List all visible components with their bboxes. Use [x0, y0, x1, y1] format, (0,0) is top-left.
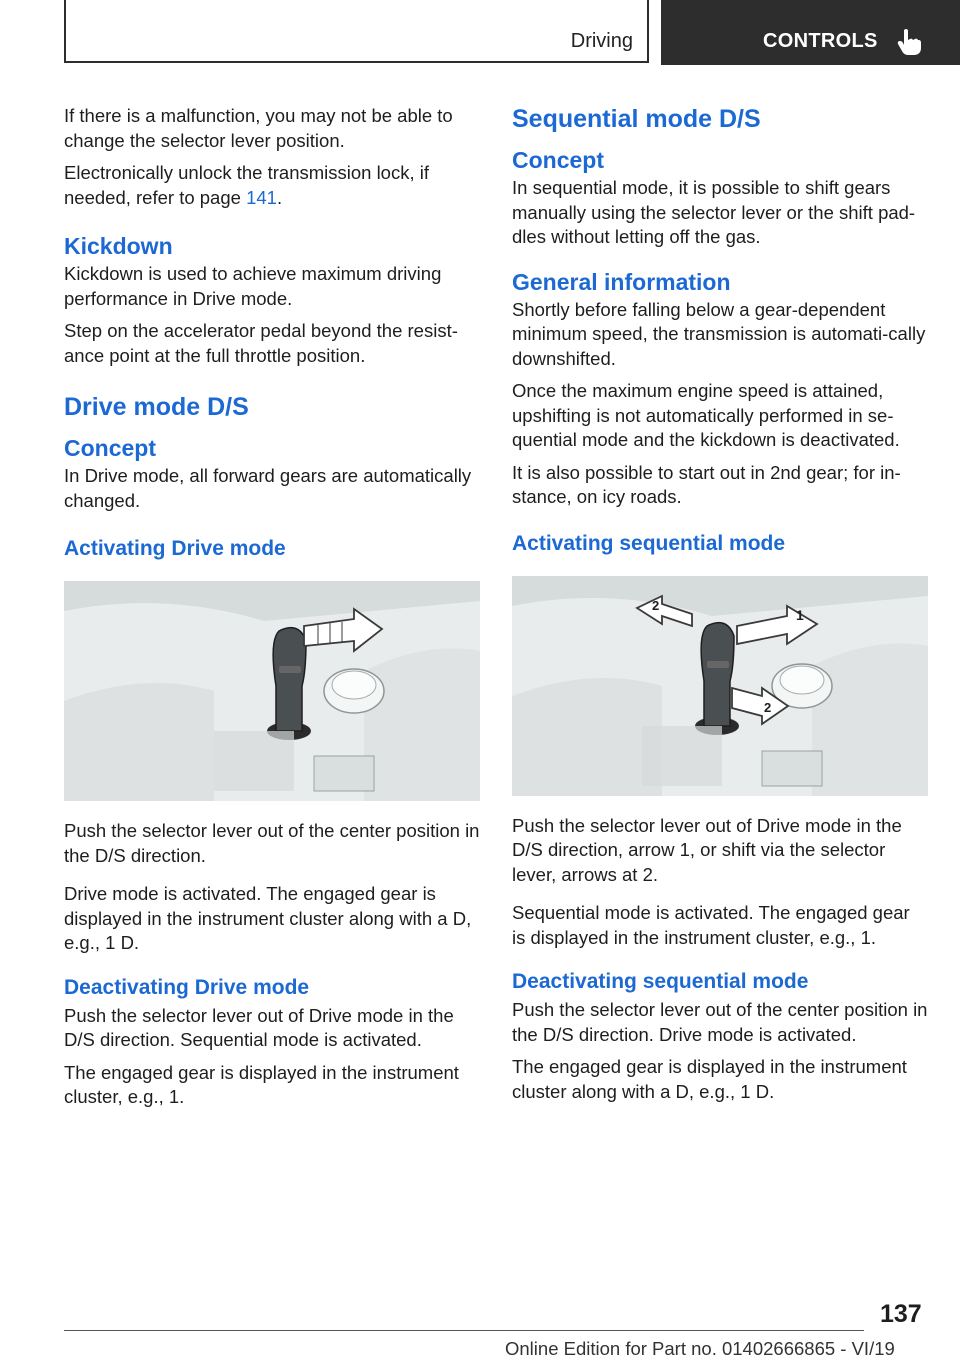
deactivating-sequential-paragraph-1: Push the selector lever out of the center position in the D/S direction. Drive mode is activated. — [512, 999, 928, 1045]
kickdown-paragraph-1: Kickdown is used to achieve maximum driving performance in Drive mode. — [64, 263, 442, 309]
activating-sequential-caption-2: Sequential mode is activated. The engaged gear is displayed in the instrument cluster, e.g., 1. — [512, 902, 910, 948]
sequential-mode-figure — [512, 576, 928, 796]
sequential-mode-heading: Sequential mode D/S — [512, 105, 761, 133]
general-paragraph-2: Once the maximum engine speed is attained, upshifting is not automatically performed in se-quential mode and the kickdown is deactivated. — [512, 380, 900, 450]
arrow-1-label: 1 — [796, 606, 804, 623]
deactivating-sequential-heading: Deactivating sequential mode — [512, 970, 809, 993]
malfunction-paragraph: If there is a malfunction, you may not be able to change the selector lever position. — [64, 105, 453, 151]
drive-mode-figure — [64, 581, 480, 801]
right-column — [512, 104, 928, 1112]
unlock-text: Electronically unlock the transmission lock, if needed, refer to page — [64, 162, 430, 208]
sequential-concept-heading: Concept — [512, 147, 604, 173]
page-link-141[interactable]: 141 — [246, 186, 277, 208]
pointing-hand-icon — [896, 28, 922, 56]
deactivating-sequential-paragraph-2: The engaged gear is displayed in the instrument cluster along with a D, e.g., 1 D. — [512, 1056, 907, 1102]
activating-drive-caption-2: Drive mode is activated. The engaged gear is displayed in the instrument cluster along with a D, e.g., 1 D. — [64, 883, 472, 953]
header-chapter-title: CONTROLS — [763, 30, 878, 52]
selector-lever-illustration — [64, 581, 480, 801]
drive-mode-heading: Drive mode D/S — [64, 393, 249, 421]
selector-lever-arrows-illustration — [512, 576, 928, 796]
activating-sequential-heading: Activating sequential mode — [512, 531, 786, 555]
activating-sequential-caption-1: Push the selector lever out of Drive mode in the D/S direction, arrow 1, or shift via the selector lever, arrows at 2. — [512, 814, 902, 885]
kickdown-heading: Kickdown — [64, 233, 173, 259]
lever-badge-plate — [279, 666, 301, 673]
header-chapter-tab — [661, 0, 960, 65]
unlock-paragraph — [64, 161, 480, 210]
arrow-2-forward-label: 2 — [652, 597, 660, 613]
kickdown-paragraph-2: Step on the accelerator pedal beyond the resist-ance point at the full throttle position. — [64, 320, 458, 366]
drive-concept-heading: Concept — [64, 435, 156, 461]
activating-drive-caption-1: Push the selector lever out of the center position in the D/S direction. — [64, 820, 480, 866]
left-column — [64, 104, 480, 1118]
footer-divider — [64, 1330, 864, 1331]
deactivating-drive-paragraph-2: The engaged gear is displayed in the instrument cluster, e.g., 1. — [64, 1061, 459, 1107]
footer-edition: Online Edition for Part no. 01402666865 - VI/19 — [505, 1338, 895, 1359]
header-section-box — [64, 0, 649, 63]
header-section-title: Driving — [570, 30, 633, 52]
general-paragraph-3: It is also possible to start out in 2nd gear; for in-stance, on icy roads. — [512, 461, 901, 507]
arrow-2-backward-label: 2 — [764, 699, 772, 715]
activating-drive-heading: Activating Drive mode — [64, 537, 286, 560]
general-paragraph-1: Shortly before falling below a gear-dependent minimum speed, the transmission is automati-cally downshifted. — [512, 298, 926, 369]
page-number: 137 — [880, 1300, 922, 1328]
sequential-concept-paragraph: In sequential mode, it is possible to shift gears manually using the selector lever or the shift pad-dles without letting off the gas. — [512, 177, 916, 247]
unlock-text-end: . — [276, 186, 283, 208]
drive-concept-paragraph: In Drive mode, all forward gears are automatically changed. — [64, 465, 472, 511]
deactivating-drive-heading: Deactivating Drive mode — [64, 975, 310, 999]
deactivating-drive-paragraph-1: Push the selector lever out of Drive mode in the D/S direction. Sequential mode is activated. — [64, 1004, 454, 1050]
general-information-heading: General information — [512, 268, 731, 295]
